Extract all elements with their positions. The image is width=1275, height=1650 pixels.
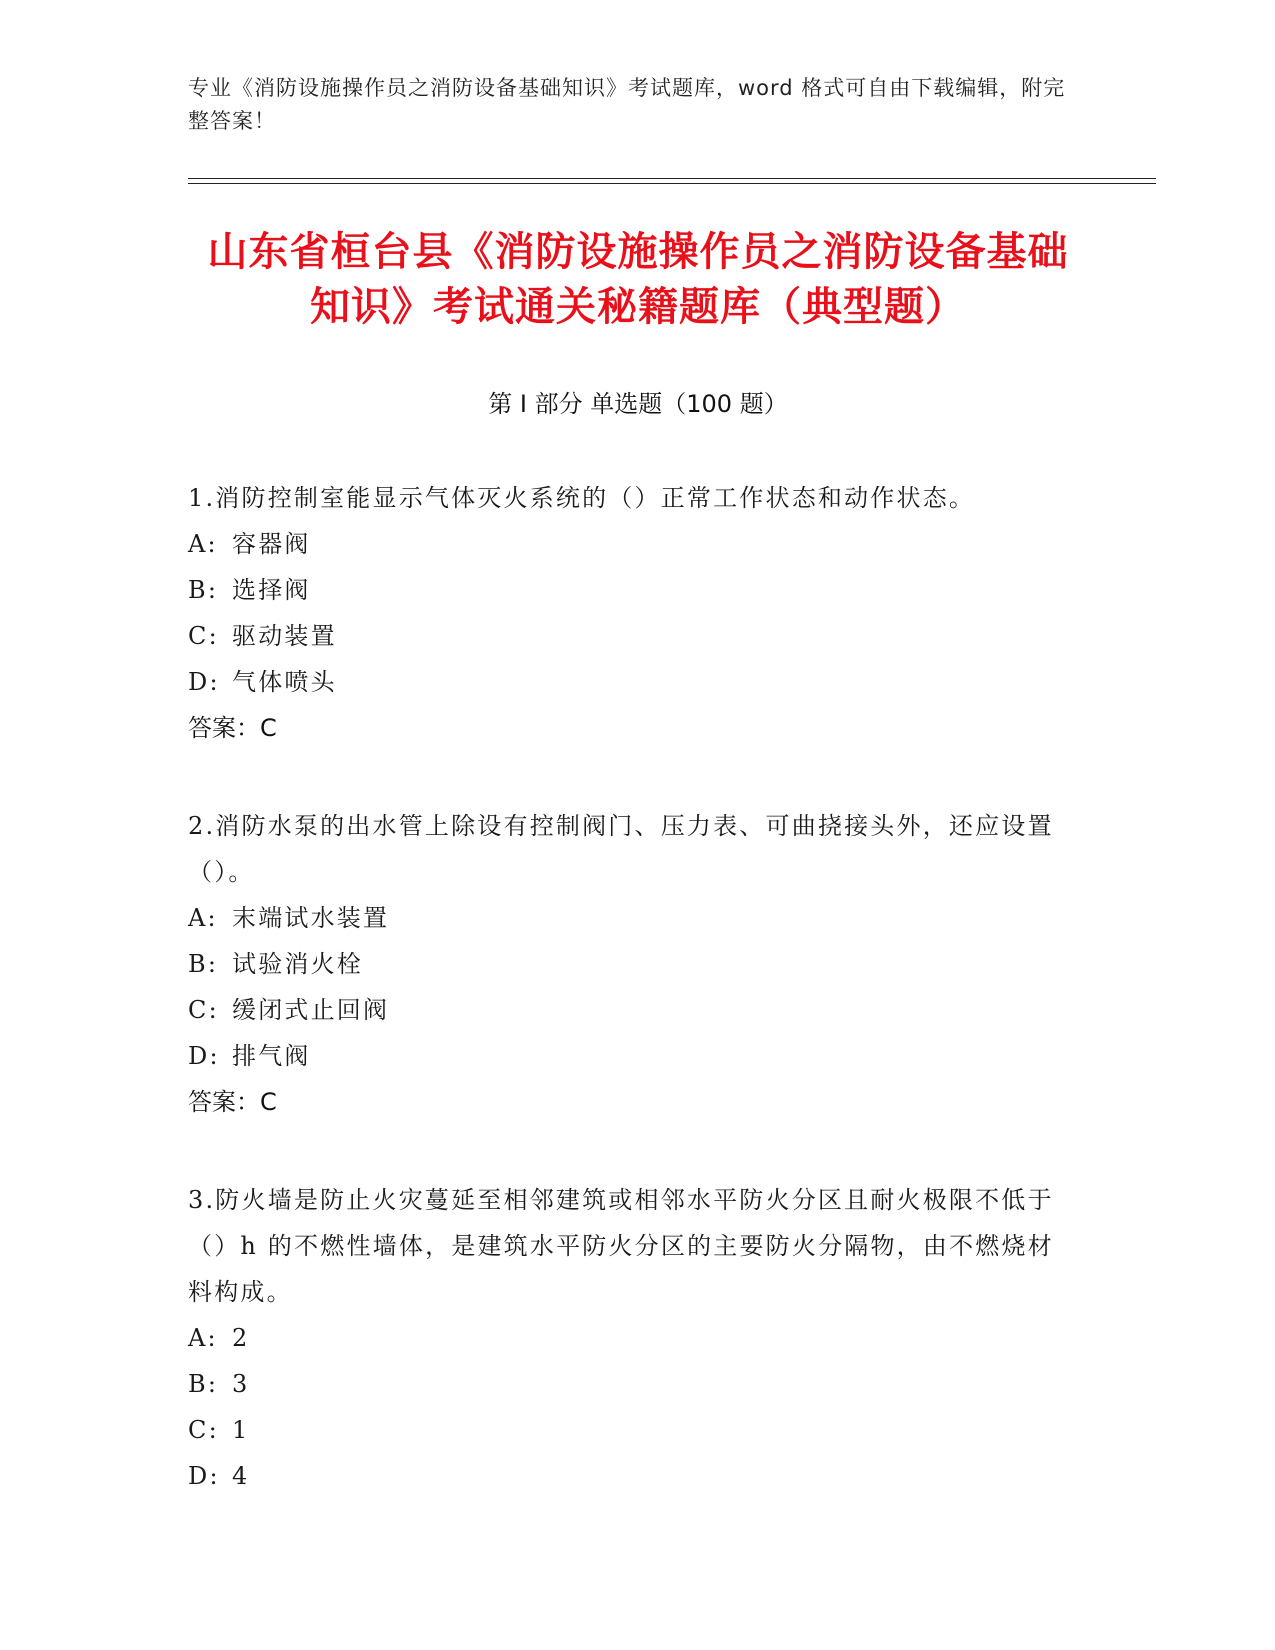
option-text: 4 [232, 1462, 250, 1490]
option-c [188, 613, 1068, 659]
document-title: 山东省桓台县《消防设施操作员之消防设备基础知识》考试通关秘籍题库（典型题） [207, 229, 1069, 330]
option-text: 选择阀 [232, 576, 311, 604]
option-text: 驱动装置 [232, 622, 337, 650]
option-key: A: [188, 1324, 218, 1352]
section-heading: 第 I 部分 单选题（100 题） [488, 390, 788, 418]
option-key: D: [188, 1042, 220, 1070]
option-a [188, 1315, 1068, 1361]
question-1 [188, 475, 1068, 751]
option-key: A: [188, 904, 218, 932]
option-key: B: [188, 576, 219, 604]
option-key: C: [188, 622, 219, 650]
option-text: 3 [232, 1370, 250, 1398]
question-stem: 2.消防水泵的出水管上除设有控制阀门、压力表、可曲挠接头外，还应设置（）。 [188, 812, 1054, 886]
option-text: 气体喷头 [232, 668, 337, 696]
question-2 [188, 803, 1068, 1125]
option-a [188, 521, 1068, 567]
option-text: 2 [232, 1324, 250, 1352]
option-text: 末端试水装置 [232, 904, 390, 932]
question-stem: 3.防火墙是防止火灾蔓延至相邻建筑或相邻水平防火分区且耐火极限不低于（）h 的不燃性墙体，是建筑水平防火分区的主要防火分隔物，由不燃烧材料构成。 [188, 1186, 1054, 1306]
option-key: D: [188, 668, 220, 696]
option-key: C: [188, 996, 219, 1024]
option-d [188, 1453, 1068, 1499]
option-b [188, 941, 1068, 987]
option-text: 缓闭式止回阀 [232, 996, 390, 1024]
option-b [188, 567, 1068, 613]
header-rule-bottom [188, 183, 1156, 184]
header-note: 专业《消防设施操作员之消防设备基础知识》考试题库，word 格式可自由下载编辑，附完整答案！ [188, 76, 1066, 133]
question-stem: 1.消防控制室能显示气体灭火系统的（）正常工作状态和动作状态。 [188, 484, 976, 512]
answer: 答案：C [188, 714, 277, 742]
option-d [188, 659, 1068, 705]
option-c [188, 1407, 1068, 1453]
option-text: 试验消火栓 [232, 950, 363, 978]
option-c [188, 987, 1068, 1033]
option-text: 容器阀 [232, 530, 311, 558]
question-list [188, 475, 1068, 1551]
option-b [188, 1361, 1068, 1407]
option-key: D: [188, 1462, 220, 1490]
answer: 答案：C [188, 1088, 277, 1116]
option-key: B: [188, 950, 219, 978]
question-3 [188, 1177, 1068, 1499]
option-text: 1 [232, 1416, 250, 1444]
option-key: C: [188, 1416, 219, 1444]
option-d [188, 1033, 1068, 1079]
option-key: A: [188, 530, 218, 558]
option-text: 排气阀 [232, 1042, 311, 1070]
option-key: B: [188, 1370, 219, 1398]
option-a [188, 895, 1068, 941]
header-rule-top [188, 178, 1156, 179]
